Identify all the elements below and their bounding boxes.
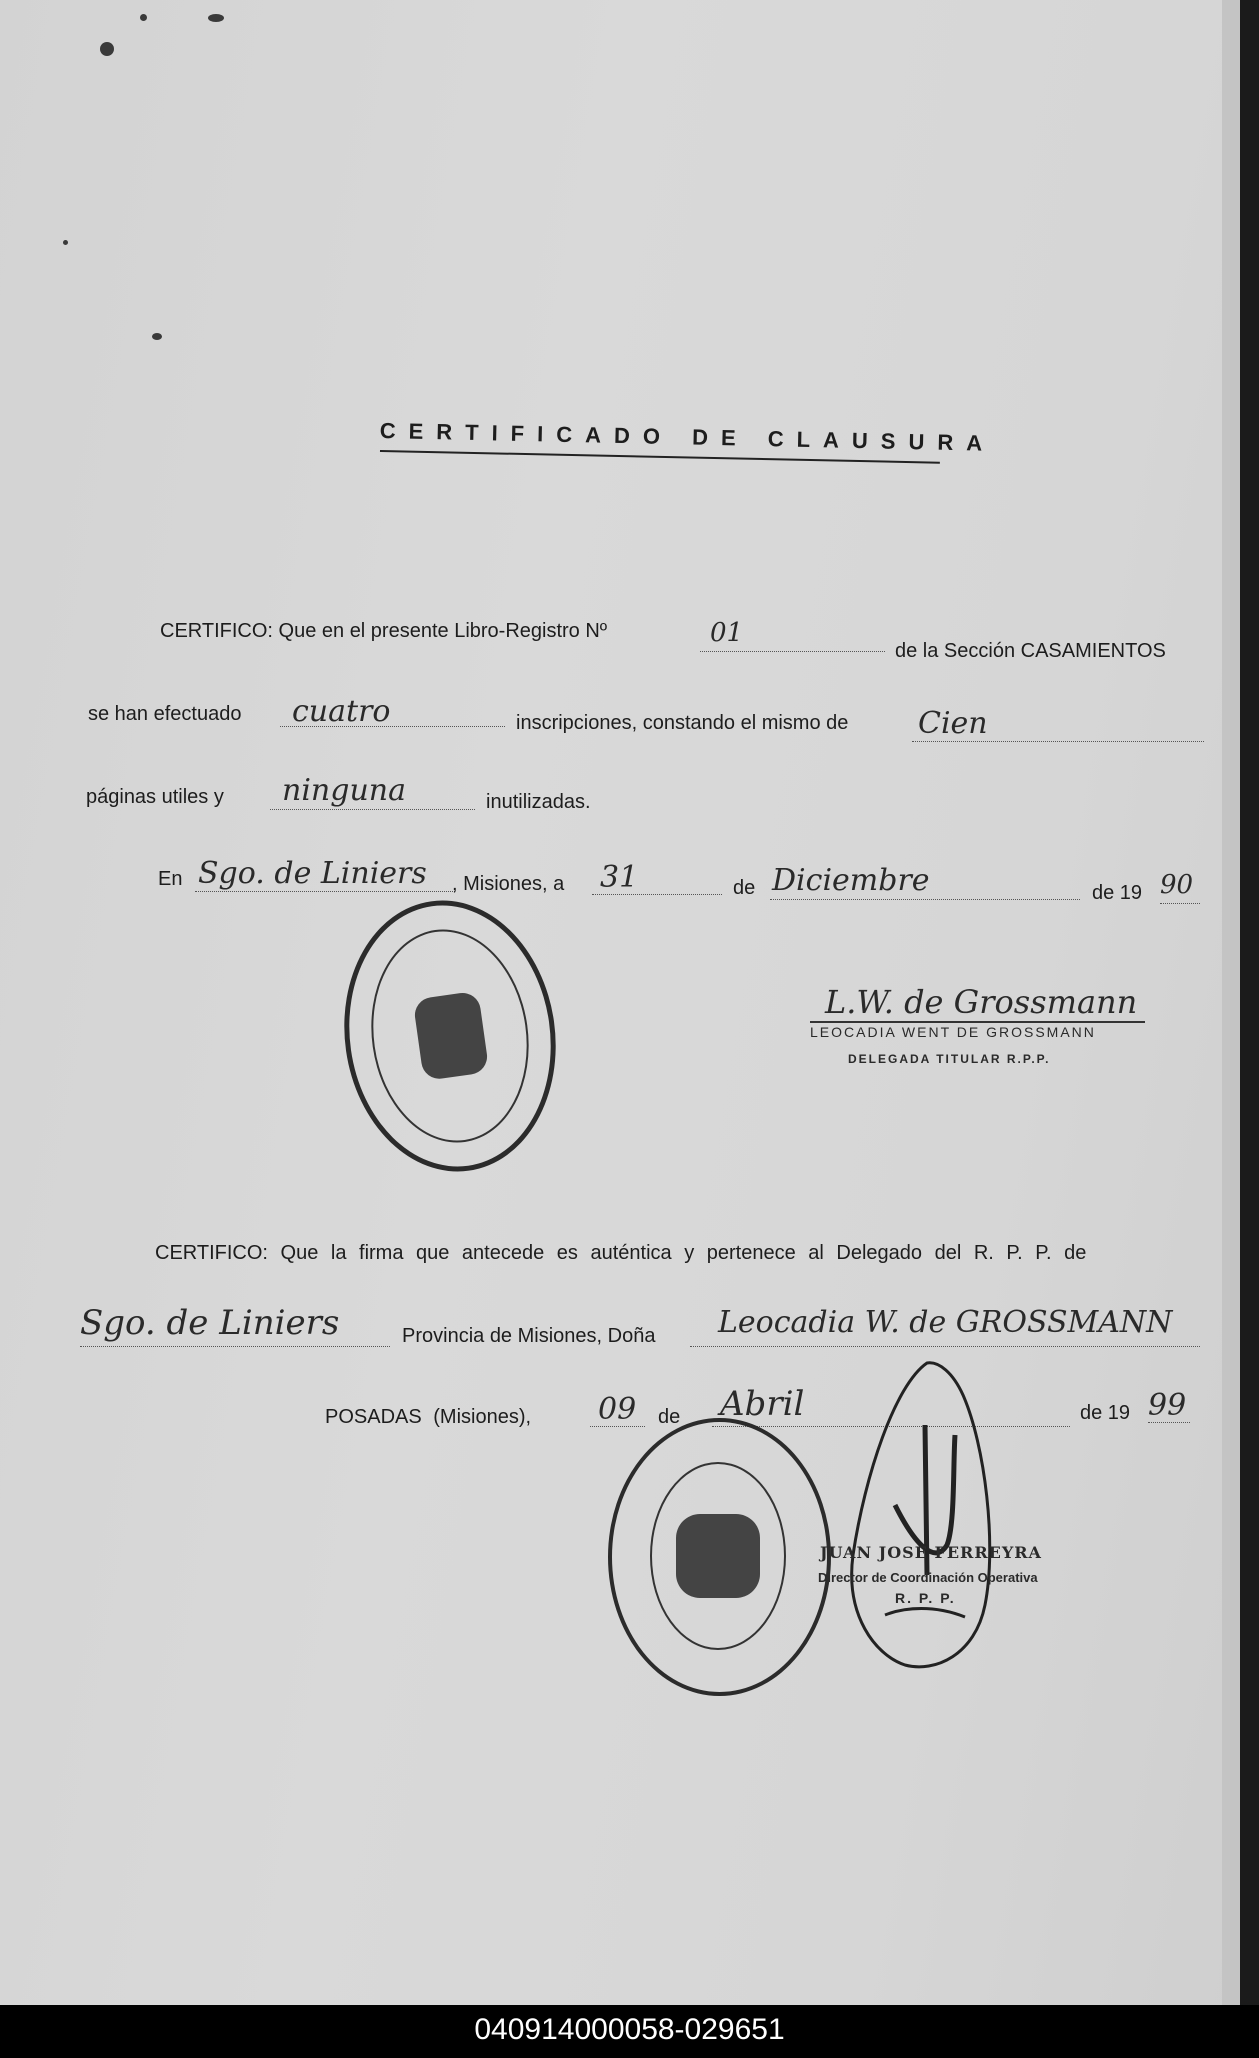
cert2-line1: CERTIFICO: Que la firma que antecede es auténtica y pertenece al Delegado del R. P. P. de (155, 1242, 1087, 1264)
cert2-year-suffix: 99 (1148, 1388, 1187, 1423)
signer-title-2: Director de Coordinación Operativa (818, 1570, 1038, 1585)
cert1-place-province: , Misiones, a (452, 873, 565, 895)
cert2-line2-middle: Provincia de Misiones, Doña (402, 1325, 656, 1347)
paginas-count: Cien (918, 706, 988, 741)
official-stamp-1 (327, 887, 573, 1186)
signature-ferreyra (835, 1355, 1015, 1675)
coat-of-arms-icon (413, 991, 490, 1081)
signature-grossmann: L.W. de Grossmann (825, 983, 1138, 1021)
signer-title-1: DELEGADA TITULAR R.P.P. (848, 1052, 1051, 1066)
cert2-place-fill (80, 1345, 390, 1347)
cert1-de: de (733, 877, 756, 899)
libro-numero: 01 (710, 618, 744, 648)
cert2-day-handwritten: 09 (598, 1392, 637, 1427)
month-handwritten: Diciembre (772, 863, 930, 898)
cert1-year-prefix: de 19 (1092, 882, 1143, 904)
page-edge-shadow (1222, 0, 1240, 2005)
libro-numero-fill (700, 650, 885, 652)
signer-name-1: LEOCADIA WENT DE GROSSMANN (810, 1024, 1096, 1040)
cert2-de: de (658, 1406, 681, 1428)
signer-org-2: R. P. P. (895, 1590, 956, 1606)
signer-name-2: JUAN JOSE FERREYRA (820, 1543, 1042, 1562)
cert1-place-prefix: En (158, 868, 183, 890)
cert1-line3-suffix: inutilizadas. (486, 791, 591, 813)
cert1-line1-prefix: CERTIFICO: Que en el presente Libro-Registro Nº (160, 620, 608, 642)
year-suffix: 90 (1160, 870, 1194, 900)
footer-bar (0, 2005, 1259, 2058)
ink-spot (140, 14, 147, 21)
inutilizadas-count: ninguna (282, 773, 406, 808)
ink-spot (100, 42, 114, 56)
scan-edge (1240, 0, 1259, 2005)
place-handwritten: Sgo. de Liniers (198, 856, 427, 891)
cert2-month-handwritten: Abril (720, 1384, 805, 1424)
month-fill (770, 898, 1080, 900)
cert1-line3-prefix: páginas utiles y (86, 786, 224, 808)
person-handwritten: Leocadia W. de GROSSMANN (718, 1305, 1173, 1340)
cert1-line1-suffix: de la Sección CASAMIENTOS (895, 640, 1166, 662)
cert2-place-handwritten: Sgo. de Liniers (80, 1303, 340, 1343)
ink-spot (152, 333, 162, 340)
inscripciones-count: cuatro (292, 694, 391, 729)
official-stamp-2 (608, 1418, 831, 1696)
ink-spot (208, 14, 224, 22)
document-code: 040914000058-029651 (474, 2013, 785, 2046)
document-title: CERTIFICADO DE CLAUSURA (379, 418, 996, 456)
year-fill (1160, 902, 1200, 904)
person-fill (690, 1345, 1200, 1347)
cert1-line2-middle: inscripciones, constando el mismo de (516, 712, 849, 734)
signature-underline (810, 1020, 1145, 1023)
cert1-line2-prefix: se han efectuado (88, 703, 242, 725)
cert2-line3-prefix: POSADAS (Misiones), (325, 1406, 532, 1428)
cert2-year-prefix: de 19 (1080, 1402, 1131, 1424)
coat-of-arms-icon (676, 1514, 760, 1598)
inutilizadas-fill (270, 808, 475, 810)
ink-spot (63, 240, 68, 245)
day-handwritten: 31 (600, 860, 639, 895)
